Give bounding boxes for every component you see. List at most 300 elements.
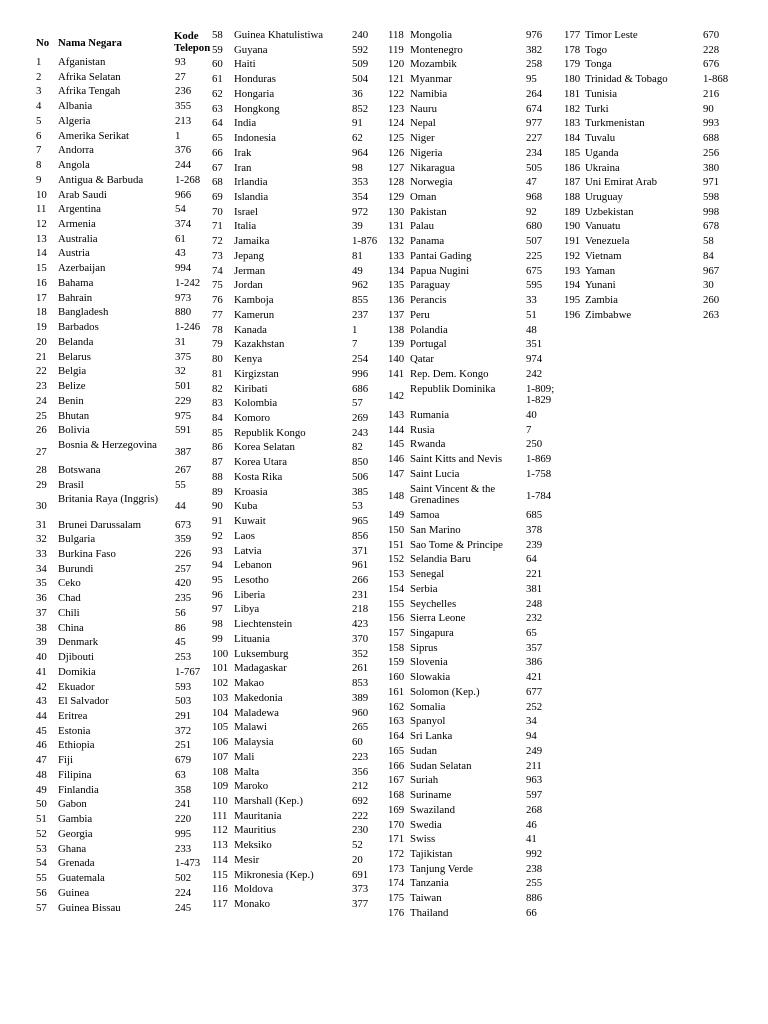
row-number: 76 [212, 294, 223, 307]
phone-code: 501 [175, 380, 192, 393]
row-number: 124 [388, 117, 405, 130]
table-row [212, 457, 388, 472]
country-name: Estonia [58, 724, 91, 737]
row-number: 105 [212, 721, 229, 734]
row-number: 1 [36, 56, 42, 68]
row-number: 181 [564, 87, 581, 100]
phone-code: 674 [526, 102, 543, 115]
country-name: Madagaskar [234, 662, 287, 675]
country-name: Israel [234, 205, 258, 218]
country-name: Tanjung Verde [410, 862, 473, 875]
country-name: Mikronesia (Kep.) [234, 868, 314, 881]
country-name: Kolombia [234, 397, 278, 410]
row-number: 16 [36, 276, 47, 289]
phone-code: 1 [352, 323, 358, 336]
phone-code: 47 [526, 176, 537, 189]
country-name: Antigua & Barbuda [58, 173, 144, 186]
phone-code: 269 [352, 411, 369, 424]
table-row [212, 384, 388, 399]
table-row [212, 516, 388, 531]
country-name: Brasil [58, 478, 84, 491]
table-row [564, 89, 768, 104]
row-number: 95 [212, 574, 223, 586]
row-number: 157 [388, 627, 405, 640]
phone-code: 222 [352, 809, 369, 822]
phone-code: 52 [352, 839, 363, 852]
table-row [388, 369, 564, 384]
table-row [0, 682, 212, 697]
table-row [0, 608, 212, 623]
phone-code: 357 [526, 641, 543, 654]
country-name: Maladewa [234, 706, 279, 719]
row-number: 75 [212, 279, 223, 292]
phone-code: 221 [526, 568, 543, 581]
table-row [564, 236, 768, 251]
country-name: Swaziland [410, 803, 455, 816]
table-row [212, 487, 388, 502]
table-row [388, 410, 564, 425]
table-row [388, 672, 564, 687]
country-name: Guinea Bissau [58, 901, 121, 914]
table-row [212, 118, 388, 133]
phone-code: 211 [526, 759, 542, 772]
row-number: 98 [212, 618, 223, 631]
country-name: Belgia [58, 365, 87, 378]
table-row [0, 696, 212, 711]
row-number: 127 [388, 161, 405, 174]
phone-code: 66 [526, 906, 537, 919]
country-name: Bahama [58, 276, 94, 289]
phone-code: 380 [703, 161, 720, 174]
table-row [0, 366, 212, 381]
table-row [212, 870, 388, 885]
table-row [388, 569, 564, 584]
country-name: Timor Leste [585, 29, 638, 41]
country-name: Solomon (Kep.) [410, 685, 480, 698]
table-row [0, 190, 212, 205]
row-number: 12 [36, 218, 47, 231]
country-name: Tunisia [585, 87, 618, 100]
row-number: 28 [36, 464, 47, 477]
country-name: Sao Tome & Principe [410, 538, 503, 551]
phone-code: 378 [526, 523, 543, 536]
phone-code: 255 [526, 877, 543, 890]
row-number: 19 [36, 321, 47, 334]
phone-code: 502 [175, 872, 192, 885]
country-name: Irak [234, 146, 252, 159]
table-row [388, 439, 564, 454]
phone-code: 389 [352, 691, 369, 704]
row-number: 82 [212, 382, 223, 395]
country-name: Chili [58, 606, 80, 619]
phone-code: 242 [526, 367, 543, 380]
row-number: 141 [388, 367, 405, 380]
table-row [564, 104, 768, 119]
table-row [0, 116, 212, 131]
country-name: Sierra Leone [410, 612, 466, 625]
phone-code: 226 [175, 547, 192, 560]
row-number: 172 [388, 847, 405, 860]
table-row [212, 428, 388, 443]
row-number: 3 [36, 85, 42, 98]
country-name: Pantai Gading [410, 249, 472, 262]
phone-code: 675 [526, 264, 543, 277]
row-number: 129 [388, 191, 405, 204]
row-number: 6 [36, 129, 42, 142]
table-row [388, 384, 564, 411]
table-row [0, 411, 212, 426]
row-number: 23 [36, 380, 47, 393]
phone-code: 81 [352, 249, 363, 262]
table-row [212, 825, 388, 840]
row-number: 83 [212, 397, 223, 410]
table-row [212, 708, 388, 723]
row-number: 117 [212, 898, 228, 911]
table-row [388, 325, 564, 340]
table-row [388, 878, 564, 893]
table-row [564, 148, 768, 163]
row-number: 56 [36, 886, 47, 899]
row-number: 106 [212, 736, 229, 749]
table-row [212, 30, 388, 45]
table-row [212, 104, 388, 119]
country-name: Ceko [58, 577, 81, 590]
phone-code: 974 [526, 353, 543, 366]
phone-code: 1-242 [175, 276, 201, 289]
table-row [212, 339, 388, 354]
country-name: Indonesia [234, 132, 276, 145]
table-row [0, 888, 212, 903]
phone-code: 374 [175, 218, 192, 231]
row-number: 4 [36, 100, 42, 113]
phone-code: 31 [175, 335, 186, 348]
country-name: Ghana [58, 842, 87, 855]
phone-code: 375 [175, 350, 192, 363]
table-row [0, 57, 212, 72]
table-row [212, 310, 388, 325]
phone-code: 93 [175, 56, 186, 68]
header-nama-negara: Nama Negara [58, 37, 122, 49]
row-number: 154 [388, 582, 405, 595]
phone-code: 1 [175, 129, 181, 142]
row-number: 88 [212, 470, 223, 483]
table-row [564, 207, 768, 222]
row-number: 5 [36, 114, 42, 127]
row-number: 63 [212, 102, 223, 115]
header-no: No [36, 37, 50, 49]
phone-code: 98 [352, 161, 363, 174]
table-row [0, 352, 212, 367]
row-number: 156 [388, 612, 405, 625]
country-name: Zimbabwe [585, 308, 632, 321]
country-name: Sudan Selatan [410, 759, 472, 772]
row-number: 50 [36, 798, 47, 811]
country-name: Papua Nugini [410, 264, 470, 277]
country-name: Ekuador [58, 680, 95, 693]
row-number: 27 [36, 445, 47, 458]
row-number: 108 [212, 765, 229, 778]
table-row [212, 796, 388, 811]
row-number: 86 [212, 441, 223, 454]
row-number: 170 [388, 818, 405, 831]
phone-code: 679 [175, 754, 192, 767]
country-name: Mongolia [410, 29, 452, 41]
phone-code: 503 [175, 695, 192, 708]
country-name: Vanuatu [585, 220, 621, 233]
table-row [212, 177, 388, 192]
country-name: Kiribati [234, 382, 268, 395]
country-name: Swiss [410, 833, 436, 846]
table-row [388, 207, 564, 222]
country-name: Andorra [58, 144, 94, 157]
country-name: Tuvalu [585, 132, 616, 145]
phone-code: 258 [526, 58, 543, 71]
table-row [388, 510, 564, 525]
phone-code: 241 [175, 798, 192, 811]
row-number: 145 [388, 438, 405, 451]
row-number: 183 [564, 117, 581, 130]
phone-code: 239 [526, 538, 543, 551]
table-row [0, 755, 212, 770]
country-name: Guinea [58, 886, 90, 899]
row-number: 96 [212, 588, 223, 601]
table-row [0, 549, 212, 564]
country-name: Gabon [58, 798, 87, 811]
table-row [212, 221, 388, 236]
row-number: 114 [212, 853, 228, 866]
row-number: 61 [212, 73, 223, 86]
country-name: Guatemala [58, 872, 105, 885]
country-name: Somalia [410, 700, 446, 713]
table-row [0, 534, 212, 549]
country-name: Singapura [410, 627, 454, 640]
country-name: Maroko [234, 780, 269, 793]
row-number: 64 [212, 117, 223, 130]
phone-code: 261 [352, 662, 369, 675]
table-row [388, 893, 564, 908]
table-row [212, 531, 388, 546]
row-number: 44 [36, 710, 47, 722]
country-name: Turkmenistan [585, 117, 645, 130]
table-row [212, 413, 388, 428]
country-name: Namibia [410, 87, 448, 100]
phone-code: 685 [526, 509, 543, 522]
phone-code: 90 [703, 102, 714, 115]
row-number: 73 [212, 249, 223, 262]
phone-code: 58 [703, 235, 714, 248]
table-row [212, 472, 388, 487]
phone-code: 252 [526, 700, 543, 713]
country-name: Rwanda [410, 438, 446, 451]
table-row [212, 737, 388, 752]
table-row [212, 442, 388, 457]
table-row [388, 484, 564, 511]
country-name: Filipina [58, 768, 92, 781]
table-row [212, 369, 388, 384]
country-name: Australia [58, 232, 98, 245]
country-name: Trinidad & Tobago [585, 73, 668, 86]
row-number: 13 [36, 232, 47, 245]
table-row [564, 30, 768, 45]
country-name: Chad [58, 592, 81, 605]
phone-code: 230 [352, 824, 369, 837]
table-row [388, 790, 564, 805]
table-row [388, 163, 564, 178]
phone-code: 686 [352, 382, 369, 395]
table-row [0, 381, 212, 396]
phone-code: 250 [526, 438, 543, 451]
table-row [0, 234, 212, 249]
row-number: 43 [36, 695, 47, 708]
table-row [388, 469, 564, 484]
phone-code: 48 [526, 323, 537, 336]
country-name: Republik Kongo [234, 426, 306, 439]
phone-code: 373 [352, 883, 369, 896]
table-row [388, 104, 564, 119]
row-number: 97 [212, 603, 223, 616]
table-row [212, 575, 388, 590]
table-row [212, 693, 388, 708]
table-row [212, 663, 388, 678]
country-name: Mauritania [234, 809, 282, 822]
row-number: 46 [36, 739, 47, 752]
row-number: 187 [564, 176, 581, 189]
country-name: Polandia [410, 323, 448, 336]
country-name: Togo [585, 43, 608, 56]
table-row [388, 731, 564, 746]
phone-code: 977 [526, 117, 543, 130]
phone-code: 224 [175, 886, 192, 899]
country-name: Burundi [58, 562, 94, 575]
row-number: 191 [564, 235, 581, 248]
phone-code: 421 [526, 671, 543, 684]
table-row [564, 295, 768, 310]
row-number: 34 [36, 562, 47, 575]
country-name: Saint Kitts and Nevis [410, 453, 503, 466]
table-row [0, 425, 212, 440]
phone-code: 7 [352, 338, 358, 351]
row-number: 77 [212, 308, 223, 321]
country-name: Korea Selatan [234, 441, 295, 454]
country-name: Rep. Dem. Kongo [410, 367, 489, 380]
table-row [212, 634, 388, 649]
row-number: 163 [388, 715, 405, 728]
phone-code: 266 [352, 574, 369, 586]
table-row [388, 280, 564, 295]
row-number: 164 [388, 730, 405, 743]
table-row [388, 525, 564, 540]
table-row [0, 652, 212, 667]
row-number: 69 [212, 191, 223, 204]
country-name: Botswana [58, 464, 101, 477]
phone-code: 30 [703, 279, 714, 292]
row-number: 33 [36, 547, 47, 560]
row-number: 22 [36, 365, 47, 378]
table-row [564, 310, 768, 325]
table-row [0, 770, 212, 785]
table-row [0, 578, 212, 593]
table-row [388, 584, 564, 599]
phone-code: 265 [352, 721, 369, 734]
row-number: 177 [564, 29, 581, 41]
table-row [564, 45, 768, 60]
country-name: Liberia [234, 588, 266, 601]
phone-code: 505 [526, 161, 543, 174]
phone-code: 213 [175, 114, 192, 127]
phone-code: 993 [703, 117, 720, 130]
phone-code: 507 [526, 235, 543, 248]
phone-code: 235 [175, 592, 192, 605]
country-name: Italia [234, 220, 257, 233]
phone-code: 40 [526, 409, 537, 422]
row-number: 90 [212, 500, 223, 513]
row-number: 49 [36, 783, 47, 796]
phone-code: 423 [352, 618, 369, 631]
phone-code: 385 [352, 485, 369, 498]
country-name: Malta [234, 765, 260, 778]
country-name: Kosta Rika [234, 470, 283, 483]
row-number: 70 [212, 205, 223, 218]
table-row [212, 74, 388, 89]
table-row [212, 619, 388, 634]
country-name: Seychelles [410, 597, 457, 610]
country-name: Malawi [234, 721, 267, 734]
phone-code: 370 [352, 632, 369, 645]
row-number: 128 [388, 176, 405, 189]
phone-code: 233 [175, 842, 192, 855]
country-name: Suriah [410, 774, 439, 787]
table-row [0, 711, 212, 726]
phone-code: 595 [526, 279, 543, 292]
country-name: Ethiopia [58, 739, 95, 752]
country-name: Lebanon [234, 559, 272, 572]
phone-code: 56 [175, 606, 186, 619]
phone-code: 223 [352, 750, 369, 763]
country-name: China [58, 621, 84, 634]
phone-code: 387 [175, 445, 192, 458]
table-row [212, 295, 388, 310]
phone-code: 216 [703, 87, 720, 100]
phone-code: 880 [175, 306, 192, 319]
country-name: Kazakhstan [234, 338, 285, 351]
phone-code: 43 [175, 247, 186, 260]
row-number: 29 [36, 478, 47, 491]
country-name: Argentina [58, 203, 101, 216]
row-number: 131 [388, 220, 405, 233]
table-row [212, 604, 388, 619]
row-number: 20 [36, 335, 47, 348]
phone-code: 254 [352, 353, 369, 366]
row-number: 166 [388, 759, 405, 772]
country-name: Kamboja [234, 294, 274, 307]
phone-code: 225 [526, 249, 543, 262]
country-name: Lesotho [234, 574, 269, 586]
table-row [212, 207, 388, 222]
country-name: Vietnam [585, 249, 622, 262]
table-row [0, 175, 212, 190]
country-name: Saint Lucia [410, 467, 460, 480]
row-number: 55 [36, 872, 47, 885]
table-row [0, 278, 212, 293]
table-row [388, 761, 564, 776]
row-number: 138 [388, 323, 405, 336]
country-name: Angola [58, 159, 90, 172]
table-row [0, 337, 212, 352]
country-name: Djibouti [58, 651, 94, 664]
row-number: 36 [36, 592, 47, 605]
phone-code: 376 [175, 144, 192, 157]
phone-code: 63 [175, 768, 186, 781]
